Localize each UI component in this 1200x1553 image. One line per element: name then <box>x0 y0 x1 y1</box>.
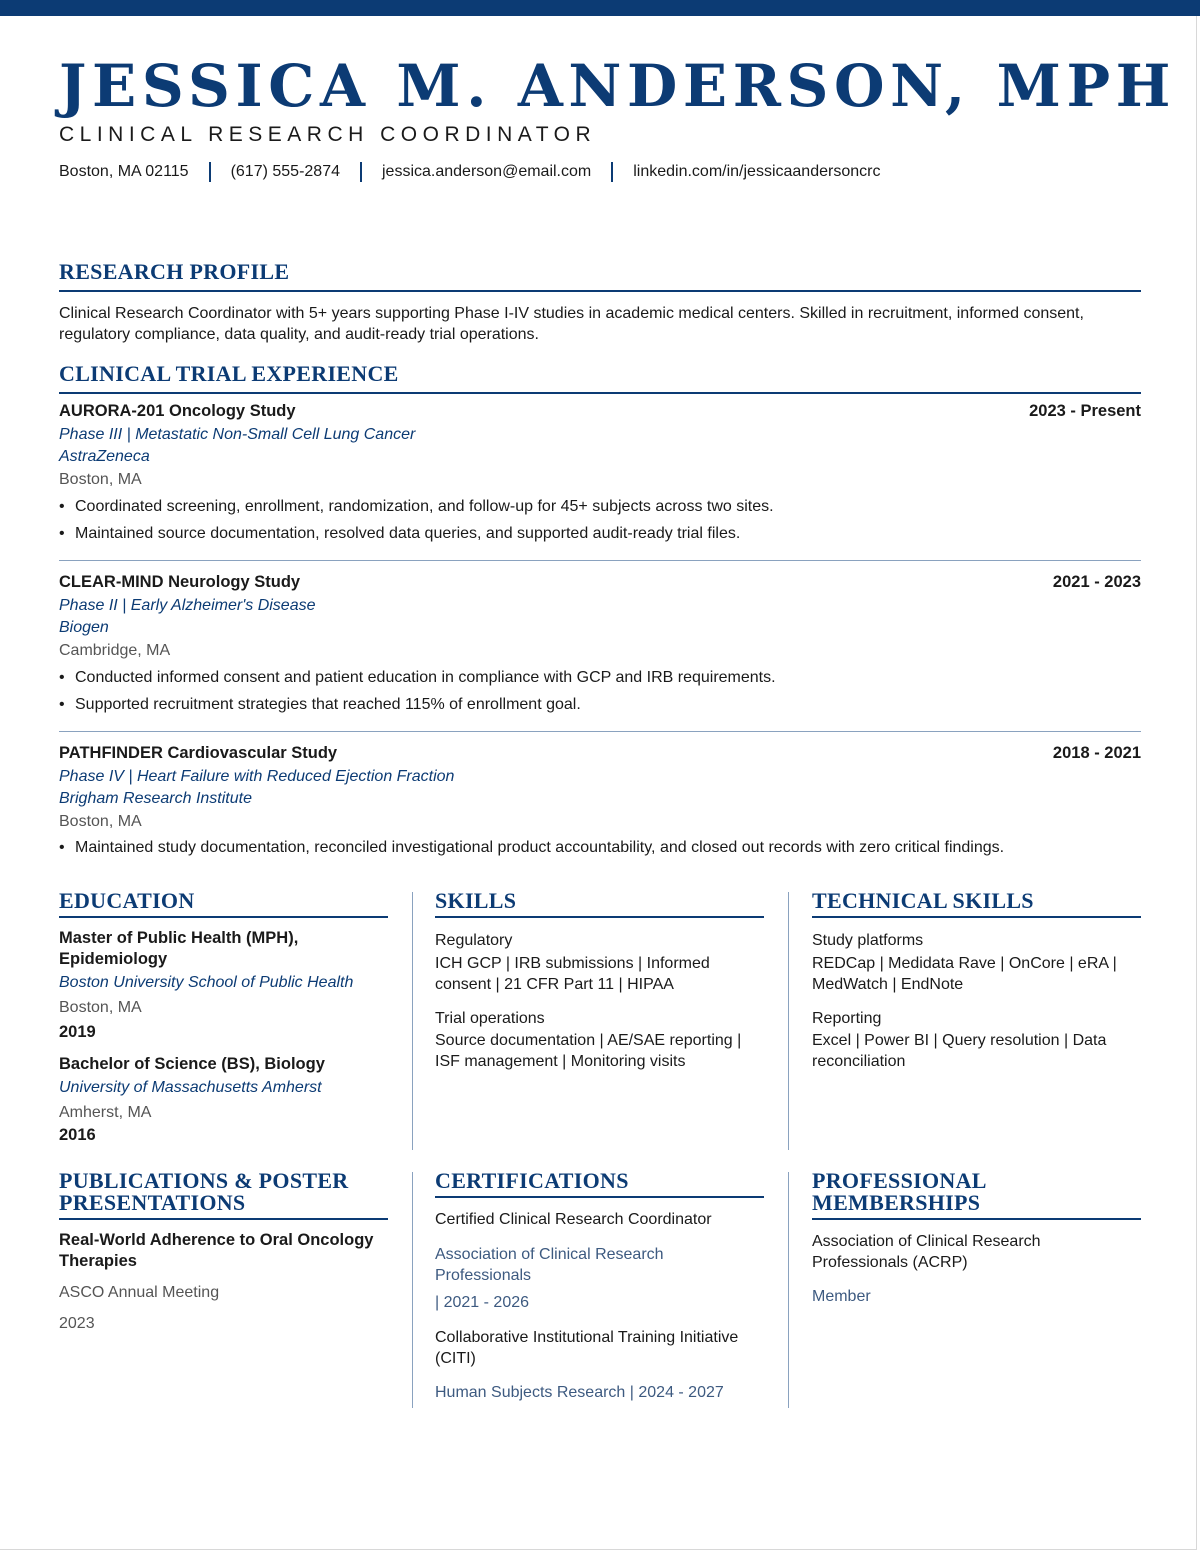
study-phase: Phase III | Metastatic Non-Small Cell Lung Cancer <box>59 426 416 443</box>
degree-name: Bachelor of Science (BS), Biology <box>59 1055 325 1073</box>
candidate-title: CLINICAL RESEARCH COORDINATOR <box>59 123 597 146</box>
degree-name: Master of Public Health (MPH), Epidemiology <box>59 929 299 968</box>
experience-entry <box>59 744 1141 861</box>
study-sponsor: AstraZeneca <box>59 448 150 465</box>
column-divider <box>788 892 789 1150</box>
certification-dates: | 2021 - 2026 <box>435 1294 530 1311</box>
section-heading-research-profile: RESEARCH PROFILE <box>59 259 1141 292</box>
school-name: University of Massachusetts Amherst <box>59 1079 322 1096</box>
publication-year: 2023 <box>59 1315 95 1332</box>
certification-issuer: Association of Clinical Research Professionals <box>435 1246 664 1284</box>
skills-section <box>435 890 764 1072</box>
skill-group-items: Source documentation | AE/SAE reporting | ISF management | Monitoring visits <box>435 1032 742 1070</box>
entry-divider <box>59 560 1141 561</box>
memberships-section <box>812 1170 1141 1307</box>
study-name: PATHFINDER Cardiovascular Study <box>59 744 338 762</box>
section-heading-memberships: PROFESSIONAL MEMBERSHIPS <box>812 1170 1141 1220</box>
study-dates: 2018 - 2021 <box>1052 744 1141 762</box>
skill-group-label: Study platforms <box>812 932 924 949</box>
study-name: CLEAR-MIND Neurology Study <box>59 573 301 591</box>
contact-phone: (617) 555-2874 <box>230 163 340 180</box>
contact-line <box>59 160 880 184</box>
section-heading-skills: SKILLS <box>435 890 764 918</box>
certifications-section <box>435 1170 764 1403</box>
graduation-year: 2019 <box>59 1023 96 1041</box>
bullet-item: • Conducted informed consent and patient education in compliance with GCP and IRB requirements. <box>59 669 776 686</box>
certification-dates: | 2024 - 2027 <box>629 1384 724 1401</box>
school-location: Amherst, MA <box>59 1104 152 1121</box>
technical-skills-section <box>812 890 1141 1072</box>
membership-role: Member <box>812 1288 871 1305</box>
contact-linkedin[interactable]: linkedin.com/in/jessicaandersoncrc <box>633 163 881 180</box>
section-heading-publications: PUBLICATIONS & POSTER PRESENTATIONS <box>59 1170 388 1220</box>
study-dates: 2023 - Present <box>1029 402 1141 420</box>
skill-group-items: REDCap | Medidata Rave | OnCore | eRA | MedWatch | EndNote <box>812 955 1117 993</box>
publication-title: Real-World Adherence to Oral Oncology Therapies <box>59 1231 374 1270</box>
certification-issuer-dates <box>435 1382 764 1403</box>
skill-group-label: Trial operations <box>435 1010 545 1027</box>
section-heading-certifications: CERTIFICATIONS <box>435 1170 764 1198</box>
certification-name: Collaborative Institutional Training Initiative (CITI) <box>435 1329 739 1367</box>
experience-entry <box>59 573 1141 718</box>
graduation-year: 2016 <box>59 1126 96 1144</box>
bullet-item: • Maintained study documentation, reconciled investigational product accountability, and closed out records with zero critical findings. <box>59 839 1005 856</box>
study-sponsor: Biogen <box>59 619 109 636</box>
publication-venue: ASCO Annual Meeting <box>59 1284 220 1301</box>
certification-issuer: Human Subjects Research <box>435 1384 626 1401</box>
section-heading-technical-skills: TECHNICAL SKILLS <box>812 890 1141 918</box>
study-dates: 2021 - 2023 <box>1052 573 1141 591</box>
skill-group-label: Regulatory <box>435 932 513 949</box>
column-divider <box>412 1172 413 1408</box>
school-name: Boston University School of Public Health <box>59 974 354 991</box>
candidate-name: JESSICA M. ANDERSON, MPH <box>59 52 1177 120</box>
contact-separator <box>209 162 211 182</box>
school-location: Boston, MA <box>59 999 142 1016</box>
contact-location: Boston, MA 02115 <box>59 163 189 180</box>
entry-divider <box>59 731 1141 732</box>
bullet-item: • Coordinated screening, enrollment, randomization, and follow-up for 45+ subjects across two sites. <box>59 498 774 515</box>
column-divider <box>788 1172 789 1408</box>
study-location: Cambridge, MA <box>59 642 171 659</box>
skill-group-items: ICH GCP | IRB submissions | Informed consent | 21 CFR Part 11 | HIPAA <box>435 955 710 993</box>
bullet-item: • Maintained source documentation, resolved data queries, and supported audit-ready trial files. <box>59 525 741 542</box>
top-accent-bar <box>0 0 1200 16</box>
section-heading-experience: CLINICAL TRIAL EXPERIENCE <box>59 361 1141 394</box>
contact-separator <box>611 162 613 182</box>
study-phase: Phase II | Early Alzheimer's Disease <box>59 597 316 614</box>
study-location: Boston, MA <box>59 471 142 488</box>
skill-group-label: Reporting <box>812 1010 882 1027</box>
membership-organization: Association of Clinical Research Professionals (ACRP) <box>812 1233 1041 1271</box>
contact-email[interactable]: jessica.anderson@email.com <box>382 163 592 180</box>
bullet-item: • Supported recruitment strategies that reached 115% of enrollment goal. <box>59 696 581 713</box>
education-section <box>59 890 388 1146</box>
study-name: AURORA-201 Oncology Study <box>59 402 296 420</box>
study-location: Boston, MA <box>59 813 142 830</box>
certification-name: Certified Clinical Research Coordinator <box>435 1211 712 1228</box>
skill-group-items: Excel | Power BI | Query resolution | Data reconciliation <box>812 1032 1107 1070</box>
section-heading-education: EDUCATION <box>59 890 388 918</box>
experience-entry <box>59 402 1141 547</box>
contact-separator <box>360 162 362 182</box>
study-phase: Phase IV | Heart Failure with Reduced Ejection Fraction <box>59 768 455 785</box>
research-profile-text: Clinical Research Coordinator with 5+ years supporting Phase I-IV studies in academic medical centers. Skilled in recruitment, informed consent, regulatory compliance, data quality, and audit-ready trial operations. <box>59 305 1084 343</box>
study-sponsor: Brigham Research Institute <box>59 790 252 807</box>
column-divider <box>412 892 413 1150</box>
publications-section <box>59 1170 388 1334</box>
